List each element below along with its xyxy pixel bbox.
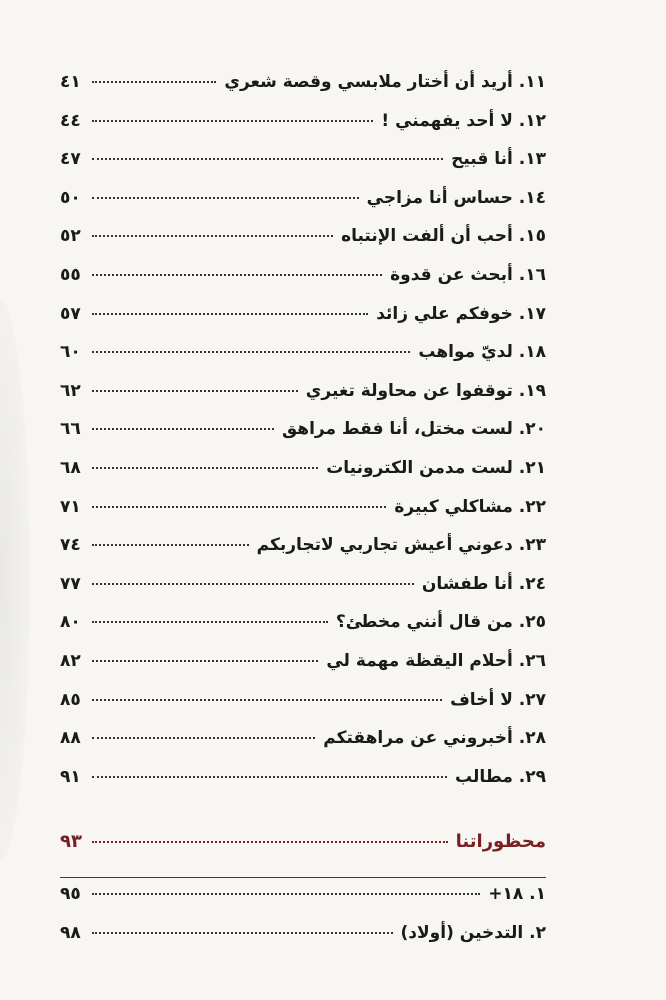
toc-entry-title: ١٥. أحب أن ألفت الإنتباه bbox=[341, 226, 546, 247]
toc-entry-title: ٢٧. لا أخاف bbox=[450, 689, 546, 710]
dot-leader bbox=[92, 621, 328, 623]
toc-entry-page-number: ٧٤ bbox=[60, 535, 81, 556]
dot-leader bbox=[92, 428, 274, 430]
section-header[interactable] bbox=[60, 831, 546, 878]
toc-entry[interactable] bbox=[60, 72, 546, 111]
dot-leader bbox=[92, 932, 393, 934]
toc-entry-title: ٢٤. أنا طفشان bbox=[421, 573, 546, 594]
toc-entry-title: ١٧. خوفكم علي زائد bbox=[376, 303, 546, 324]
toc-entry-page-number: ٩٨ bbox=[60, 922, 81, 943]
toc-entry-title: ١٢. لا أحد يفهمني ! bbox=[381, 110, 546, 131]
toc-entry-title: ١٣. أنا قبيح bbox=[451, 149, 546, 170]
dot-leader bbox=[92, 81, 216, 83]
dot-leader bbox=[92, 274, 382, 276]
toc-entry-page-number: ٦٢ bbox=[60, 380, 81, 401]
section-entry-list bbox=[60, 884, 546, 961]
toc-entry[interactable] bbox=[60, 497, 546, 536]
toc-entry[interactable] bbox=[60, 419, 546, 458]
toc-entry[interactable] bbox=[60, 458, 546, 497]
toc-entry[interactable] bbox=[60, 884, 546, 923]
toc-entry[interactable] bbox=[60, 767, 546, 806]
dot-leader bbox=[92, 235, 333, 237]
toc-entry-title: ٢٦. أحلام اليقظة مهمة لي bbox=[326, 650, 546, 671]
toc-entry-title: ٢٩. مطالب bbox=[455, 766, 546, 787]
toc-entry-page-number: ٤٧ bbox=[60, 149, 81, 170]
toc-entry-page-number: ٦٨ bbox=[60, 457, 81, 478]
dot-leader bbox=[92, 737, 315, 739]
table-of-contents bbox=[60, 72, 546, 961]
toc-entry-title: ٢١. لست مدمن الكترونيات bbox=[326, 457, 546, 478]
toc-entry-page-number: ٤١ bbox=[60, 72, 81, 92]
toc-entry-title: ١٩. توقفوا عن محاولة تغيري bbox=[305, 380, 546, 401]
toc-entry[interactable] bbox=[60, 188, 546, 227]
dot-leader bbox=[92, 506, 386, 508]
toc-entry-title: ١. ١٨+ bbox=[488, 884, 546, 905]
toc-entry-list bbox=[60, 72, 546, 805]
toc-entry-page-number: ٨٠ bbox=[60, 612, 81, 633]
dot-leader bbox=[92, 467, 318, 469]
toc-entry-page-number: ٩١ bbox=[60, 766, 81, 787]
toc-entry-page-number: ٨٢ bbox=[60, 650, 81, 671]
section-title: محظوراتنا bbox=[455, 831, 546, 853]
toc-entry[interactable] bbox=[60, 535, 546, 574]
toc-entry-page-number: ٤٤ bbox=[60, 110, 81, 131]
toc-entry[interactable] bbox=[60, 226, 546, 265]
dot-leader bbox=[92, 351, 410, 353]
toc-entry[interactable] bbox=[60, 728, 546, 767]
toc-entry-page-number: ٦٠ bbox=[60, 342, 81, 363]
dot-leader bbox=[92, 893, 480, 895]
dot-leader bbox=[92, 699, 442, 701]
toc-entry-title: ٢٢. مشاكلي كبيرة bbox=[394, 496, 546, 517]
toc-entry[interactable] bbox=[60, 342, 546, 381]
toc-entry[interactable] bbox=[60, 612, 546, 651]
toc-entry-title: ١٦. أبحث عن قدوة bbox=[390, 264, 546, 285]
toc-entry-page-number: ٩٥ bbox=[60, 884, 81, 905]
toc-entry-title: ٢. التدخين (أولاد) bbox=[400, 922, 546, 943]
toc-entry[interactable] bbox=[60, 651, 546, 690]
dot-leader bbox=[92, 120, 373, 122]
toc-entry-page-number: ٧١ bbox=[60, 496, 81, 517]
toc-entry-page-number: ٥٧ bbox=[60, 303, 81, 324]
toc-entry-title: ٢٥. من قال أنني مخطئ؟ bbox=[335, 612, 546, 633]
toc-entry-title: ٢٣. دعوني أعيش تجاربي لاتجاربكم bbox=[256, 535, 546, 556]
toc-entry[interactable] bbox=[60, 381, 546, 420]
toc-entry-title: ٢٨. أخبروني عن مراهقتكم bbox=[323, 728, 546, 749]
toc-entry[interactable] bbox=[60, 304, 546, 343]
dot-leader bbox=[92, 158, 443, 160]
toc-entry-page-number: ٥٢ bbox=[60, 226, 81, 247]
toc-entry[interactable] bbox=[60, 265, 546, 304]
dot-leader bbox=[92, 660, 318, 662]
toc-entry-title: ٢٠. لست مختل، أنا فقط مراهق bbox=[281, 419, 546, 440]
section-page-number: ٩٣ bbox=[60, 831, 82, 853]
toc-entry[interactable] bbox=[60, 574, 546, 613]
toc-entry[interactable] bbox=[60, 111, 546, 150]
page-edge-shadow bbox=[0, 300, 30, 860]
dot-leader bbox=[92, 583, 414, 585]
toc-entry[interactable] bbox=[60, 923, 546, 962]
dot-leader bbox=[92, 544, 249, 546]
toc-entry-page-number: ٥٥ bbox=[60, 264, 81, 285]
dot-leader bbox=[92, 197, 359, 199]
toc-entry-title: ١٨. لديّ مواهب bbox=[418, 342, 546, 363]
toc-entry[interactable] bbox=[60, 690, 546, 729]
toc-entry-page-number: ٨٨ bbox=[60, 728, 81, 749]
toc-entry-page-number: ٧٧ bbox=[60, 573, 81, 594]
toc-entry[interactable] bbox=[60, 149, 546, 188]
toc-entry-page-number: ٦٦ bbox=[60, 419, 81, 440]
dot-leader bbox=[92, 313, 368, 315]
toc-entry-page-number: ٨٥ bbox=[60, 689, 81, 710]
dot-leader bbox=[92, 390, 298, 392]
toc-entry-page-number: ٥٠ bbox=[60, 187, 81, 208]
toc-entry-title: ١٤. حساس أنا مزاجي bbox=[366, 187, 546, 208]
dot-leader bbox=[92, 841, 448, 843]
toc-entry-title: ١١. أريد أن أختار ملابسي وقصة شعري bbox=[224, 72, 546, 92]
dot-leader bbox=[92, 776, 447, 778]
